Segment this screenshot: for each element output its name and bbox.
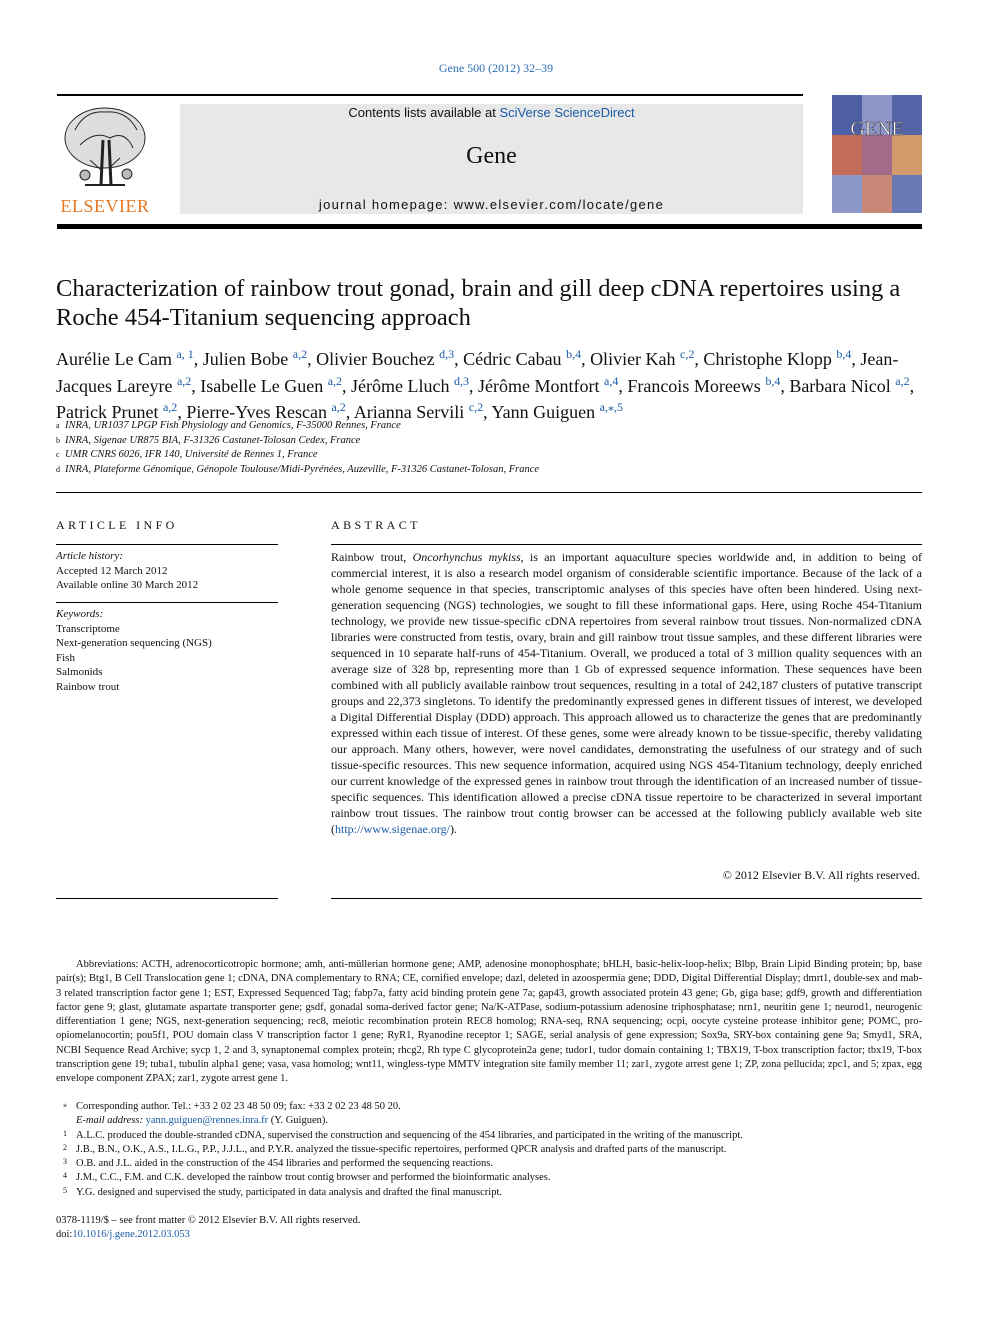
- affiliation: [56, 419, 926, 434]
- footnote-text: Y.G. designed and supervised the study, participated in data analysis and drafted the final manuscript.: [76, 1186, 503, 1198]
- abstract-text: [331, 549, 922, 837]
- author[interactable]: [478, 373, 619, 396]
- doi-prefix: doi:: [56, 1229, 73, 1241]
- author[interactable]: [463, 349, 581, 369]
- author-affiliation-mark[interactable]: a,2: [331, 400, 346, 414]
- article-info-heading: ARTICLE INFO: [56, 518, 178, 532]
- issn-line: 0378-1119/$ – see front matter © 2012 Elsevier B.V. All rights reserved.: [56, 1215, 361, 1226]
- section-rule: [56, 492, 922, 493]
- author-affiliation-mark[interactable]: a,2: [327, 373, 343, 388]
- contents-line: [180, 105, 803, 120]
- footnote-text: O.B. and J.L. aided in the construction of the 454 libraries and performed the sequencing reactions.: [76, 1158, 493, 1170]
- abstract-rule: [331, 544, 922, 545]
- homepage-prefix: journal homepage:: [318, 197, 454, 212]
- author-affiliation-mark[interactable]: a,2: [162, 400, 178, 414]
- affiliation: [56, 448, 926, 463]
- corresponding-text: Corresponding author. Tel.: +33 2 02 23 48 50 09; fax: +33 2 02 23 48 50 20.: [76, 1101, 401, 1112]
- author-affiliation-mark[interactable]: a,⁎,5: [599, 400, 623, 414]
- footnote: [56, 1143, 922, 1157]
- footnote-text: A.L.C. produced the double-stranded cDNA, supervised the construction and sequencing of the 454 libraries, and participated in the writing of the manuscript.: [76, 1129, 743, 1141]
- affiliation-list: [56, 419, 926, 477]
- abstract-body: , is an important aquaculture species worldwide and, in addition to being of commercial interest, it is also a research model organism of considerable scientific importance. Because of the lack of a whole genome sequence in that species, transcriptomic analyses of this species have often been hindered. Using next-generation sequencing (NGS) technologies, we sought to fill these informational gaps. Here, using Roche 454-Titanium technology, we provide new tissue-specific cDNA repertoires from several rainbow trout tissues. Non-normalized cDNA libraries were constructed from testis, ovary, brain and gill rainbow trout tissue samples, and these different libraries were sequenced in 10 separate half-runs of 454-Titanium. Overall, we produced a total of 3 million quality sequences with an average size of 328 bp, representing more than 1 Gb of expressed sequence information. These sequences have been combined with all publicly available rainbow trout sequences, resulting in a total of 242,187 clusters of putative transcript groups and 22,373 singletons. To identify the predominantly expressed genes in different tissues of interest, we developed a Digital Differential Display (DDD) approach. This approach allowed us to characterize the genes that are predominantly expressed within each tissue of interest. Of these genes, some were already known to be tissue-specific, thereby validating our approach. Many others, however, were novel candidates, demonstrating the usefulness of our strategy and of such tissue-specific resources. This new sequence information, acquired using NGS 454-Titanium technology, deeply enriched our current knowledge of the expressed genes in rainbow trout through the identification of an increased number of tissue-specific sequences. This identification allowed a precise cDNA tissue repertoire to be characterized in several important rainbow trout tissues. The rainbow trout contig browser can be accessed at the following publicly available web site (: [331, 550, 923, 836]
- keyword-item: Rainbow trout: [56, 680, 120, 693]
- author-name: Isabelle Le Guen: [200, 375, 324, 396]
- corresponding-note: [56, 1100, 922, 1114]
- species-name: Oncorhynchus mykiss: [412, 550, 521, 564]
- footnotes: [56, 1100, 922, 1200]
- keywords: [56, 607, 278, 694]
- author[interactable]: [703, 349, 851, 369]
- author-name: Jérôme Lluch: [351, 375, 450, 396]
- keyword-item: Next-generation sequencing (NGS): [56, 637, 212, 649]
- author-name: Patrick Prunet: [56, 402, 159, 422]
- author-name: Julien Bobe: [202, 349, 289, 369]
- footnote: [56, 1157, 922, 1171]
- affiliation: [56, 463, 926, 478]
- footnote-mark: 1: [63, 1128, 67, 1138]
- article-info-rule: [56, 898, 278, 899]
- article-info-rule: [56, 602, 278, 603]
- accepted-date: Accepted 12 March 2012: [56, 564, 168, 577]
- contents-prefix: Contents lists available at: [348, 105, 500, 120]
- author-affiliation-mark[interactable]: a,2: [895, 373, 910, 388]
- author-list: Aurélie Le Cam $^{a, 1}$, Julien Bobe $^{a,2}$, Olivier Bouchez $^{d,3}$, Cédric Cabau $^{b,4}$, Olivier Kah $^{c,2}$, Christophe Klopp $^{b,4}$, Jean-Jacques Lareyre $^{a,2}$, Isabelle Le Guen $^{a,2}$, Jérôme Lluch $^{d,3}$, Jérôme Montfort $^{a,4}$, Francois Moreews $^{b,4}$, Barbara Nicol $^{a,2}$, Patrick Prunet $^{a,2}$, Pierre-Yves Rescan $^{a,2}$, Arianna Servili $^{c,2}$, Yann Guiguen $^{a,⁎,5}$: [56, 347, 915, 422]
- author-affiliation-mark[interactable]: a,2: [176, 373, 192, 388]
- author-name: Jean-Jacques Lareyre: [56, 349, 899, 396]
- author-affiliation-mark[interactable]: a,4: [604, 373, 619, 388]
- sigenae-link[interactable]: http://www.sigenae.org/: [335, 822, 450, 836]
- affiliation-label: d: [56, 464, 60, 474]
- author[interactable]: [56, 349, 194, 369]
- author-affiliation-mark[interactable]: d,3: [439, 347, 455, 361]
- author-affiliation-mark[interactable]: c,2: [680, 347, 695, 361]
- article-title: Characterization of rainbow trout gonad, brain and gill deep cDNA repertoires using a Roche 454-Titanium sequencing approach: [56, 275, 901, 331]
- author-affiliation-mark[interactable]: b,4: [836, 347, 852, 361]
- author[interactable]: [590, 349, 694, 369]
- author-name: Olivier Bouchez: [316, 349, 435, 369]
- header-top-rule: [57, 94, 803, 96]
- journal-citation[interactable]: Gene 500 (2012) 32–39: [438, 61, 554, 75]
- author[interactable]: [203, 349, 307, 369]
- cover-title: GENE: [850, 118, 904, 140]
- journal-cover-thumbnail[interactable]: [832, 95, 922, 213]
- affiliation-text: INRA, Sigenae UR875 BIA, F-31326 Castanet-Tolosan Cedex, France: [65, 434, 361, 446]
- author[interactable]: [351, 373, 470, 396]
- email-note: [56, 1114, 922, 1128]
- footnote: [56, 1186, 922, 1200]
- author-name: Yann Guiguen: [491, 402, 596, 422]
- affiliation-label: c: [56, 450, 60, 459]
- abstract-heading: ABSTRACT: [331, 518, 421, 532]
- footnote-mark: 5: [63, 1185, 67, 1195]
- article-info-rule: [56, 544, 278, 545]
- author[interactable]: [316, 349, 454, 369]
- issn-doi: [56, 1214, 360, 1243]
- email-link[interactable]: yann.guiguen@rennes.inra.fr: [145, 1115, 269, 1127]
- footnote: [56, 1171, 922, 1185]
- affiliation-text: INRA, UR1037 LPGP Fish Physiology and Genomics, F-35000 Rennes, France: [65, 420, 401, 431]
- keyword-item: Salmonids: [56, 666, 103, 678]
- keywords-label: Keywords:: [56, 608, 104, 620]
- history-label: Article history:: [56, 550, 123, 562]
- affiliation: [56, 434, 926, 449]
- author-name: Jérôme Montfort: [478, 375, 600, 396]
- doi-link[interactable]: 10.1016/j.gene.2012.03.053: [72, 1229, 190, 1241]
- footnote: [56, 1129, 922, 1143]
- author-affiliation-mark[interactable]: b,4: [765, 373, 781, 388]
- abstract-start: Rainbow trout,: [331, 550, 413, 564]
- footnote-mark: 2: [63, 1142, 67, 1152]
- author-affiliation-mark[interactable]: a,2: [292, 347, 308, 361]
- author-name: Pierre-Yves Rescan: [186, 402, 327, 422]
- author[interactable]: [200, 373, 343, 396]
- author-name: Cédric Cabau: [463, 349, 562, 369]
- author-name: Francois Moreews: [627, 375, 761, 396]
- footnote-mark: 4: [63, 1171, 67, 1181]
- homepage-line: [180, 197, 803, 212]
- asterisk-mark: ⁎: [63, 1100, 67, 1109]
- author-name: Aurélie Le Cam: [56, 349, 172, 369]
- author-name: Olivier Kah: [590, 349, 676, 369]
- author[interactable]: [627, 373, 781, 396]
- copyright: © 2012 Elsevier B.V. All rights reserved.: [722, 868, 920, 882]
- footnote-mark: 3: [63, 1157, 67, 1167]
- author-name: Christophe Klopp: [703, 349, 832, 369]
- article-history: [56, 549, 278, 593]
- publisher-wordmark: ELSEVIER: [60, 196, 150, 216]
- footnote-text: J.M., C.C., F.M. and C.K. developed the rainbow trout contig browser and performed the bioinformatic analyses.: [76, 1172, 551, 1184]
- doi-line: [56, 1228, 360, 1242]
- online-date: Available online 30 March 2012: [56, 579, 199, 591]
- affiliation-text: INRA, Plateforme Génomique, Génopole Toulouse/Midi-Pyrénées, Auzeville, F-31326 Castanet-Tolosan, France: [65, 463, 540, 475]
- author-affiliation-mark[interactable]: a, 1: [176, 347, 194, 361]
- author-name: Arianna Servili: [353, 402, 465, 422]
- email-suffix: (Y. Guiguen).: [268, 1115, 329, 1127]
- keyword-item: Fish: [56, 651, 75, 664]
- author-affiliation-mark[interactable]: b,4: [566, 347, 582, 361]
- abbreviations: Abbreviations: ACTH, adrenocorticotropic hormone; amh, anti-müllerian hormone gene; AMP, adenosine monophosphate; bHLH, basic-helix-loop-helix; Blbp, Brain Lipid Binding protein; bp, base pair(s); Btg1, B Cell Translocation gene 1; cDNA, DNA complementary to RNA; CE, cornified envelope; dazl, deleted in azoospermia gene; DDD, Digital Differential Display; dmrt1, double-sex and mab-3 related transcription factor gene 1; EST, Expressed Sequenced Tag; fabp7a, fatty acid binding protein gene 7a; gap43, growth associated protein 43 gene; Gb, giga base; gdf9, growth and differentiation factor gene 9; glast, glutamate aspartate transporter gene; gsdf, gonadal soma-derived factor gene; Na/K-ATPase, sodium-potassium adenosine triphosphatase; nrn1, neuritin gene 1; neurod1, neurogenic differentiation 1 gene; NGS, next-generation sequencing; rec8, meiotic recombination protein REC8 homolog; RNA-seq, RNA sequencing; ocpi, oocyte cysteine protease inhibitor gene; POMC, pro-opiomelanocortin; pou5f1, POU domain class V transcription factor 1 gene; RyR1, Ryanodine receptor 1; SAGE, serial analysis of gene expression; Sox9a, SRY-box containing gene 9a; Smyd1, SRA, NCBI Sequence Read Archive; sycp 1, 2 and 3, synaptonemal complex protein; rhcg2, Rh type C glycoprotein2a gene; tudor1, tudor domain containing 1; TBX19, T-box transcription factor; tbx19, T-box transcription gene 19; tuba1, tubulin alpha1 gene; vasa, vasa homolog; wnt11, wingless-type MMTV integration site family member 11; zar1, zygote arrest gene 1; ZP, zona pellucida; zpc1, and 5; zpax, egg envelope component ZPAX; zar1, zygote arrest gene 1.: [56, 959, 922, 1085]
- author-affiliation-mark[interactable]: c,2: [468, 400, 484, 414]
- header-bottom-rule: [57, 224, 922, 229]
- keyword-item: Transcriptome: [56, 622, 120, 635]
- abstract-end: ).: [449, 822, 457, 836]
- email-label: E-mail address:: [76, 1115, 146, 1127]
- author-name: Barbara Nicol: [789, 375, 891, 396]
- author-affiliation-mark[interactable]: d,3: [454, 373, 470, 388]
- author[interactable]: [789, 373, 910, 396]
- affiliation-label: b: [56, 435, 60, 445]
- footnote-text: J.B., B.N., O.K., A.S., I.L.G., P.P., J.J.L., and P.Y.R. analyzed the tissue-specific repertoires, performed QPCR analysis and drafted parts of the manuscript.: [76, 1143, 727, 1155]
- journal-name: Gene: [466, 143, 517, 169]
- affiliation-text: UMR CNRS 6026, IFR 140, Université de Rennes 1, France: [65, 449, 318, 460]
- abstract-rule: [331, 898, 922, 899]
- sciencedirect-link[interactable]: SciVerse ScienceDirect: [499, 105, 635, 120]
- homepage-url[interactable]: www.elsevier.com/locate/gene: [453, 197, 665, 212]
- affiliation-label: a: [56, 421, 60, 430]
